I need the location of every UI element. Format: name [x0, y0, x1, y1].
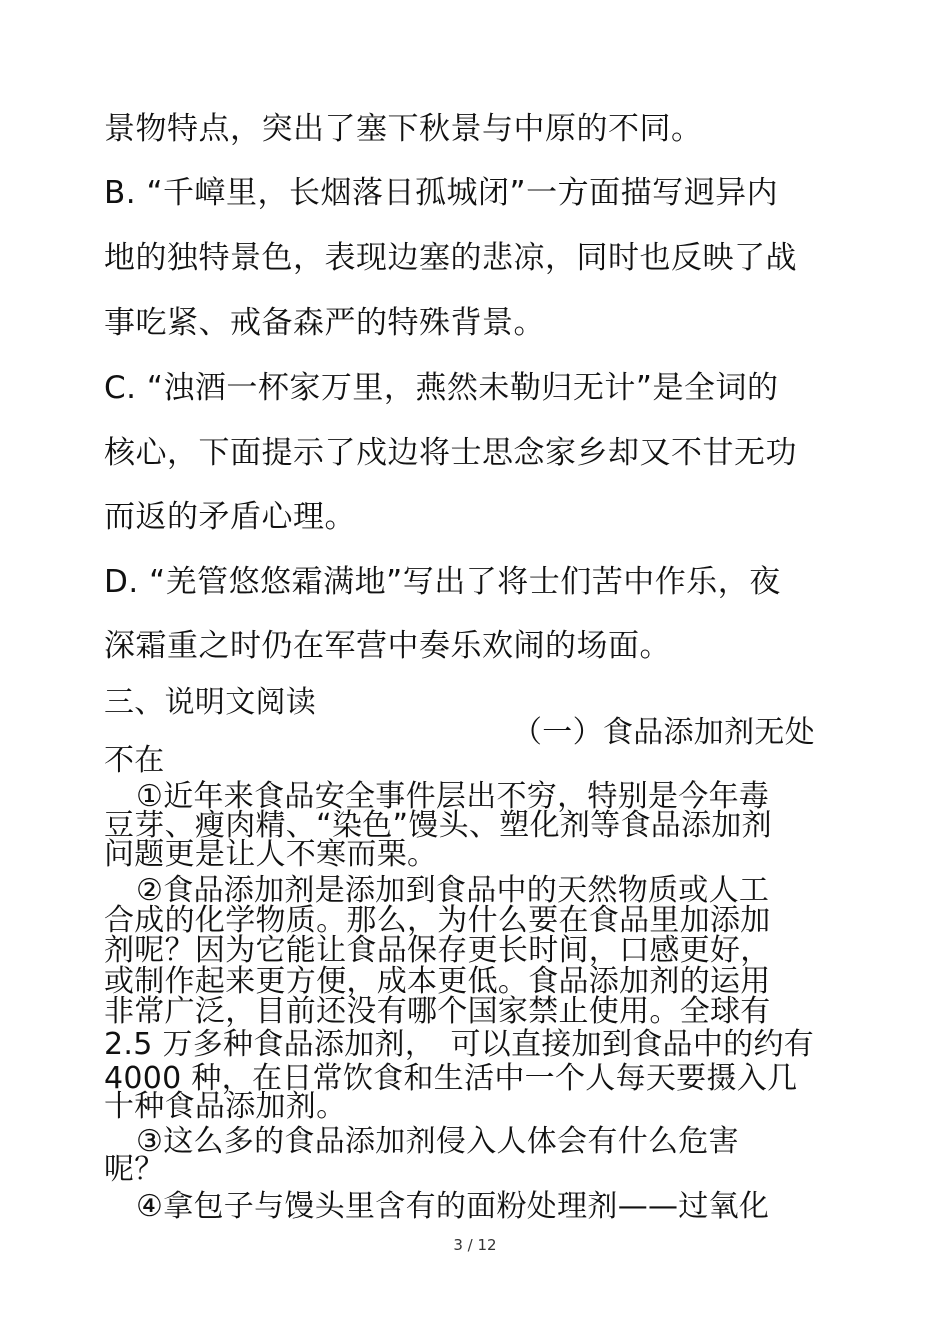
paragraph-3-line-1: ③这么多的食品添加剂侵入人体会有什么危害 — [136, 1124, 739, 1159]
text-line-3: 地的独特景色，表现边塞的悲凉，同时也反映了战 — [104, 240, 797, 276]
paragraph-1-line-2: 豆芽、瘦肉精、“染色”馒头、塑化剂等食品添加剂 — [104, 808, 772, 843]
paragraph-2-line-3: 剂呢？因为它能让食品保存更长时间，口感更好， — [104, 933, 771, 968]
text-line-1: 景物特点，突出了塞下秋景与中原的不同。 — [104, 111, 703, 147]
paragraph-2-line-8: 十种食品添加剂。 — [104, 1089, 347, 1124]
paragraph-2-line-2: 合成的化学物质。那么，为什么要在食品里加添加 — [104, 903, 771, 938]
paragraph-3-line-2: 呢？ — [104, 1152, 165, 1187]
text-line-9: 深霜重之时仍在军营中奏乐欢闹的场面。 — [104, 628, 671, 664]
page-number: 3 / 12 — [453, 1236, 497, 1254]
paragraph-2-line-1: ②食品添加剂是添加到食品中的天然物质或人工 — [136, 873, 770, 908]
paragraph-4-line-1: ④拿包子与馒头里含有的面粉处理剂——过氧化 — [136, 1189, 770, 1224]
text-line-4: 事吃紧、戒备森严的特殊背景。 — [104, 305, 545, 341]
paragraph-1-line-1: ①近年来食品安全事件层出不穷，特别是今年毒 — [136, 779, 770, 814]
paragraph-2-line-5: 非常广泛，目前还没有哪个国家禁止使用。全球有 — [104, 994, 771, 1029]
text-line-7: 而返的矛盾心理。 — [104, 499, 356, 535]
text-line-8: D. “羌管悠悠霜满地”写出了将士们苦中作乐，夜 — [104, 564, 781, 600]
text-line-6: 核心，下面提示了戍边将士思念家乡却又不甘无功 — [104, 435, 797, 471]
paragraph-2-line-7: 4000 种，在日常饮食和生活中一个人每天要摄入几 — [104, 1061, 798, 1096]
paragraph-1-line-3: 问题更是让人不寒而栗。 — [104, 837, 438, 872]
paragraph-2-line-4: 或制作起来更方便，成本更低。食品添加剂的运用 — [104, 964, 771, 999]
text-line-2: B. “千嶂里，长烟落日孤城闭”一方面描写迥异内 — [104, 175, 779, 211]
paragraph-2-line-6: 2.5 万多种食品添加剂， 可以直接加到食品中的约有 — [104, 1027, 815, 1062]
section-heading: 三、说明文阅读 — [104, 685, 317, 720]
article-title: （一）食品添加剂无处 — [512, 715, 815, 750]
article-title-continued: 不在 — [104, 743, 165, 778]
text-line-5: C. “浊酒一杯家万里，燕然未勒归无计”是全词的 — [104, 370, 779, 406]
